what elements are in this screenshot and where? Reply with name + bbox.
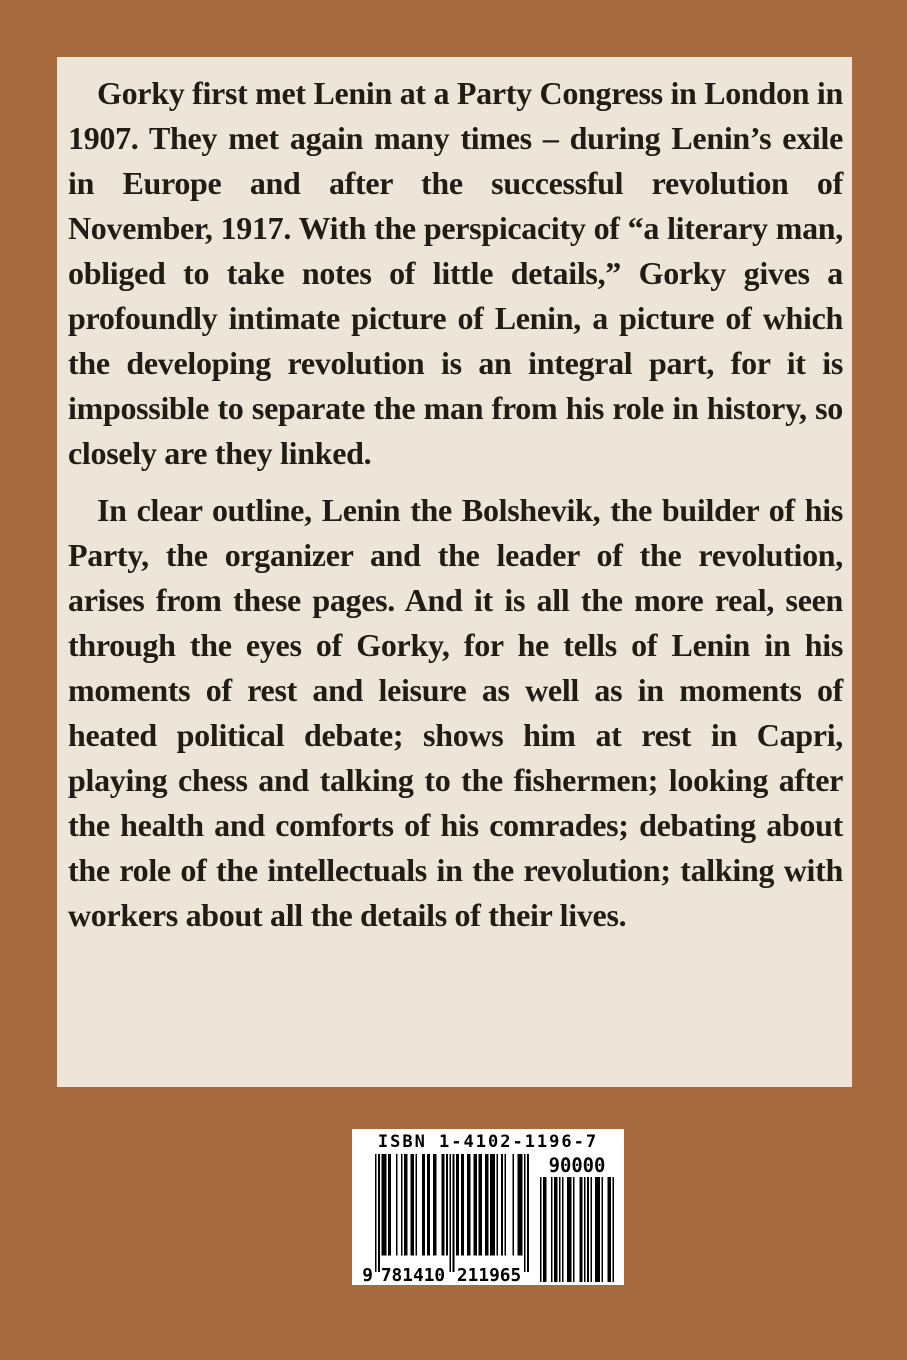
barcode-bars-row bbox=[352, 1154, 624, 1282]
svg-text:781410: 781410 bbox=[380, 1265, 446, 1282]
svg-text:211965: 211965 bbox=[456, 1265, 522, 1282]
ean5-supplement-barcode bbox=[540, 1154, 614, 1282]
svg-text:9: 9 bbox=[362, 1265, 374, 1282]
isbn-label: ISBN 1-4102-1196-7 bbox=[377, 1132, 599, 1152]
ean13-barcode bbox=[362, 1154, 532, 1282]
blurb-paragraph-2: In clear outline, Lenin the Bolshevik, the builder of his Party, the organizer and the leader of the revolution, arises from these pages. And it is all the more real, seen through the eyes of Gorky, for he tells of Lenin in his moments of rest and leisure as well as in moments of heated political debate; shows him at rest in Capri, playing chess and talking to the fishermen; looking after the health and comforts of his comrades; debating about the role of the intellectuals in the revolution; talking with workers about all the details of their lives. bbox=[68, 492, 843, 933]
blurb-paragraph-1: Gorky first met Lenin at a Party Congress in London in 1907. They met again many times – during Lenin’s exile in Europe and after the successful revolution of November, 1917. With the perspicacity of “a literary man, obliged to take notes of little details,” Gorky gives a profoundly intimate picture of Lenin, a picture of which the developing revolution is an integral part, for it is impossible to separate the man from his role in history, so closely are they linked. bbox=[68, 75, 843, 471]
barcode-block bbox=[352, 1129, 624, 1285]
svg-text:90000: 90000 bbox=[548, 1154, 606, 1178]
blurb-panel bbox=[57, 57, 852, 1087]
